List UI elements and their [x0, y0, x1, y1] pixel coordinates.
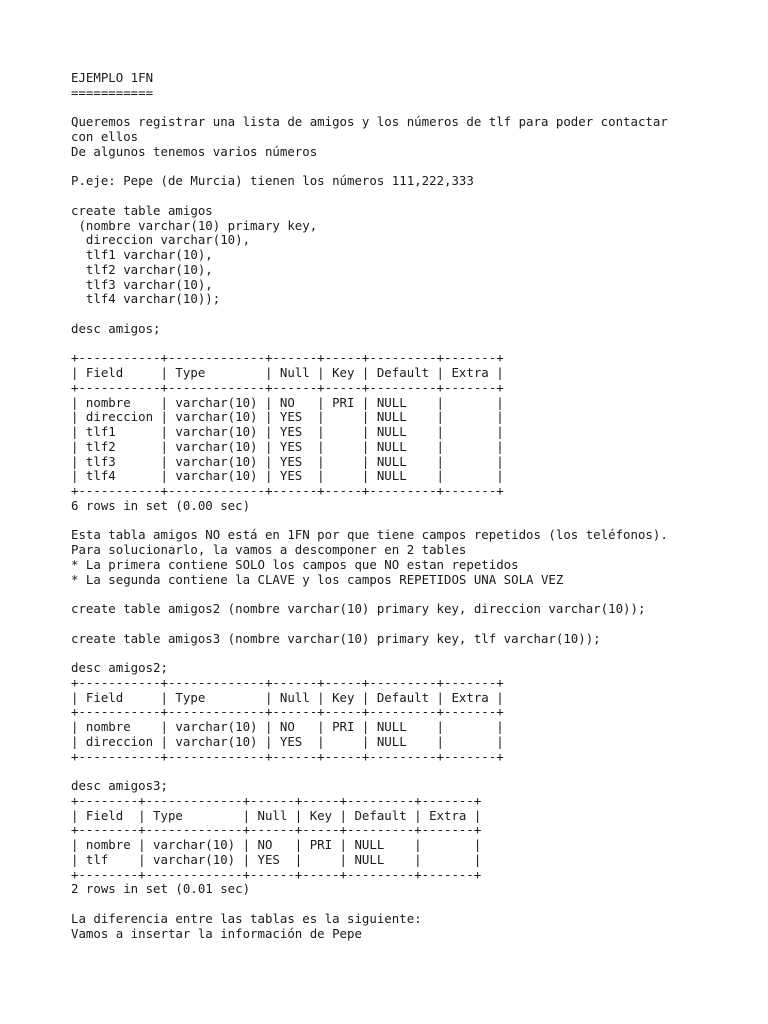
text-line: Esta tabla amigos NO está en 1FN por que tiene campos repetidos (los teléfonos). — [71, 527, 668, 543]
text-line: La diferencia entre las tablas es la siguiente: — [71, 910, 422, 926]
text-line: +--------+-------------+------+-----+---------+-------+ — [71, 866, 482, 882]
text-line: +-----------+-------------+------+-----+---------+-------+ — [71, 379, 504, 395]
blank-line — [71, 160, 761, 175]
text-line: 6 rows in set (0.00 sec) — [71, 497, 251, 513]
blank-line — [71, 514, 761, 529]
text-line: | tlf3 | varchar(10) | YES | | NULL | | — [71, 453, 504, 469]
text-line: 2 rows in set (0.01 sec) — [71, 881, 251, 897]
text-line: tlf1 varchar(10), — [71, 247, 213, 262]
text-line: tlf4 varchar(10)); — [71, 291, 221, 307]
text-line: * La segunda contiene la CLAVE y los campos REPETIDOS UNA SOLA VEZ — [71, 571, 564, 587]
text-line: | Field | Type | Null | Key | Default | Extra | — [71, 689, 504, 705]
text-line: P.eje: Pepe (de Murcia) tienen los números 111,222,333 — [71, 173, 474, 189]
text-line: (nombre varchar(10) primary key, — [71, 217, 318, 233]
text-line: desc amigos; — [71, 320, 161, 336]
blank-line — [71, 337, 761, 352]
text-line: | tlf | varchar(10) | YES | | NULL | | — [71, 851, 482, 867]
blank-line — [71, 189, 761, 204]
blank-line — [71, 101, 761, 116]
text-line: +-----------+-------------+------+-----+---------+-------+ — [71, 483, 504, 498]
text-line: +--------+-------------+------+-----+---------+-------+ — [71, 792, 482, 808]
text-line: Para solucionarlo, la vamos a descomponer en 2 tables — [71, 542, 467, 557]
text-line: De algunos tenemos varios números — [71, 143, 318, 159]
text-line: desc amigos3; — [71, 778, 168, 793]
blank-line — [71, 764, 761, 779]
text-line: | direccion | varchar(10) | YES | | NULL | | — [71, 733, 504, 749]
text-line: Vamos a insertar la información de Pepe — [71, 925, 362, 941]
text-line: +-----------+-------------+------+-----+---------+-------+ — [71, 748, 504, 764]
text-line: direccion varchar(10), — [71, 232, 251, 248]
blank-line — [71, 307, 761, 322]
text-line: | nombre | varchar(10) | NO | PRI | NULL | | — [71, 394, 504, 410]
blank-line — [71, 617, 761, 632]
text-line: Queremos registrar una lista de amigos y los números de tlf para poder contactar — [71, 114, 668, 130]
text-line: +-----------+-------------+------+-----+---------+-------+ — [71, 674, 504, 690]
text-line: =========== — [71, 84, 154, 100]
text-line: | tlf4 | varchar(10) | YES | | NULL | | — [71, 468, 504, 484]
text-line: tlf3 varchar(10), — [71, 276, 213, 292]
text-line: | Field | Type | Null | Key | Default | Extra | — [71, 365, 504, 380]
text-line: +-----------+-------------+------+-----+---------+-------+ — [71, 350, 504, 366]
text-line: con ellos — [71, 129, 139, 144]
text-line: | tlf2 | varchar(10) | YES | | NULL | | — [71, 438, 504, 454]
text-line: create table amigos — [71, 202, 213, 218]
document-text — [71, 71, 761, 941]
text-line: * La primera contiene SOLO los campos que NO estan repetidos — [71, 556, 519, 572]
text-line: EJEMPLO 1FN — [71, 70, 154, 85]
blank-line — [71, 897, 761, 912]
text-line: | direccion | varchar(10) | YES | | NULL | | — [71, 409, 504, 425]
blank-line — [71, 646, 761, 661]
text-line: | nombre | varchar(10) | NO | PRI | NULL | | — [71, 837, 482, 852]
text-line: create table amigos3 (nombre varchar(10) primary key, tlf varchar(10)); — [71, 630, 601, 646]
text-line: | nombre | varchar(10) | NO | PRI | NULL | | — [71, 719, 504, 734]
text-line: tlf2 varchar(10), — [71, 261, 213, 277]
text-line: | tlf1 | varchar(10) | YES | | NULL | | — [71, 424, 504, 439]
text-line: +--------+-------------+------+-----+---------+-------+ — [71, 822, 482, 838]
text-line: create table amigos2 (nombre varchar(10) primary key, direccion varchar(10)); — [71, 601, 646, 616]
text-line: | Field | Type | Null | Key | Default | Extra | — [71, 807, 482, 823]
blank-line — [71, 587, 761, 602]
text-line: +-----------+-------------+------+-----+---------+-------+ — [71, 704, 504, 720]
text-line: desc amigos2; — [71, 660, 168, 675]
